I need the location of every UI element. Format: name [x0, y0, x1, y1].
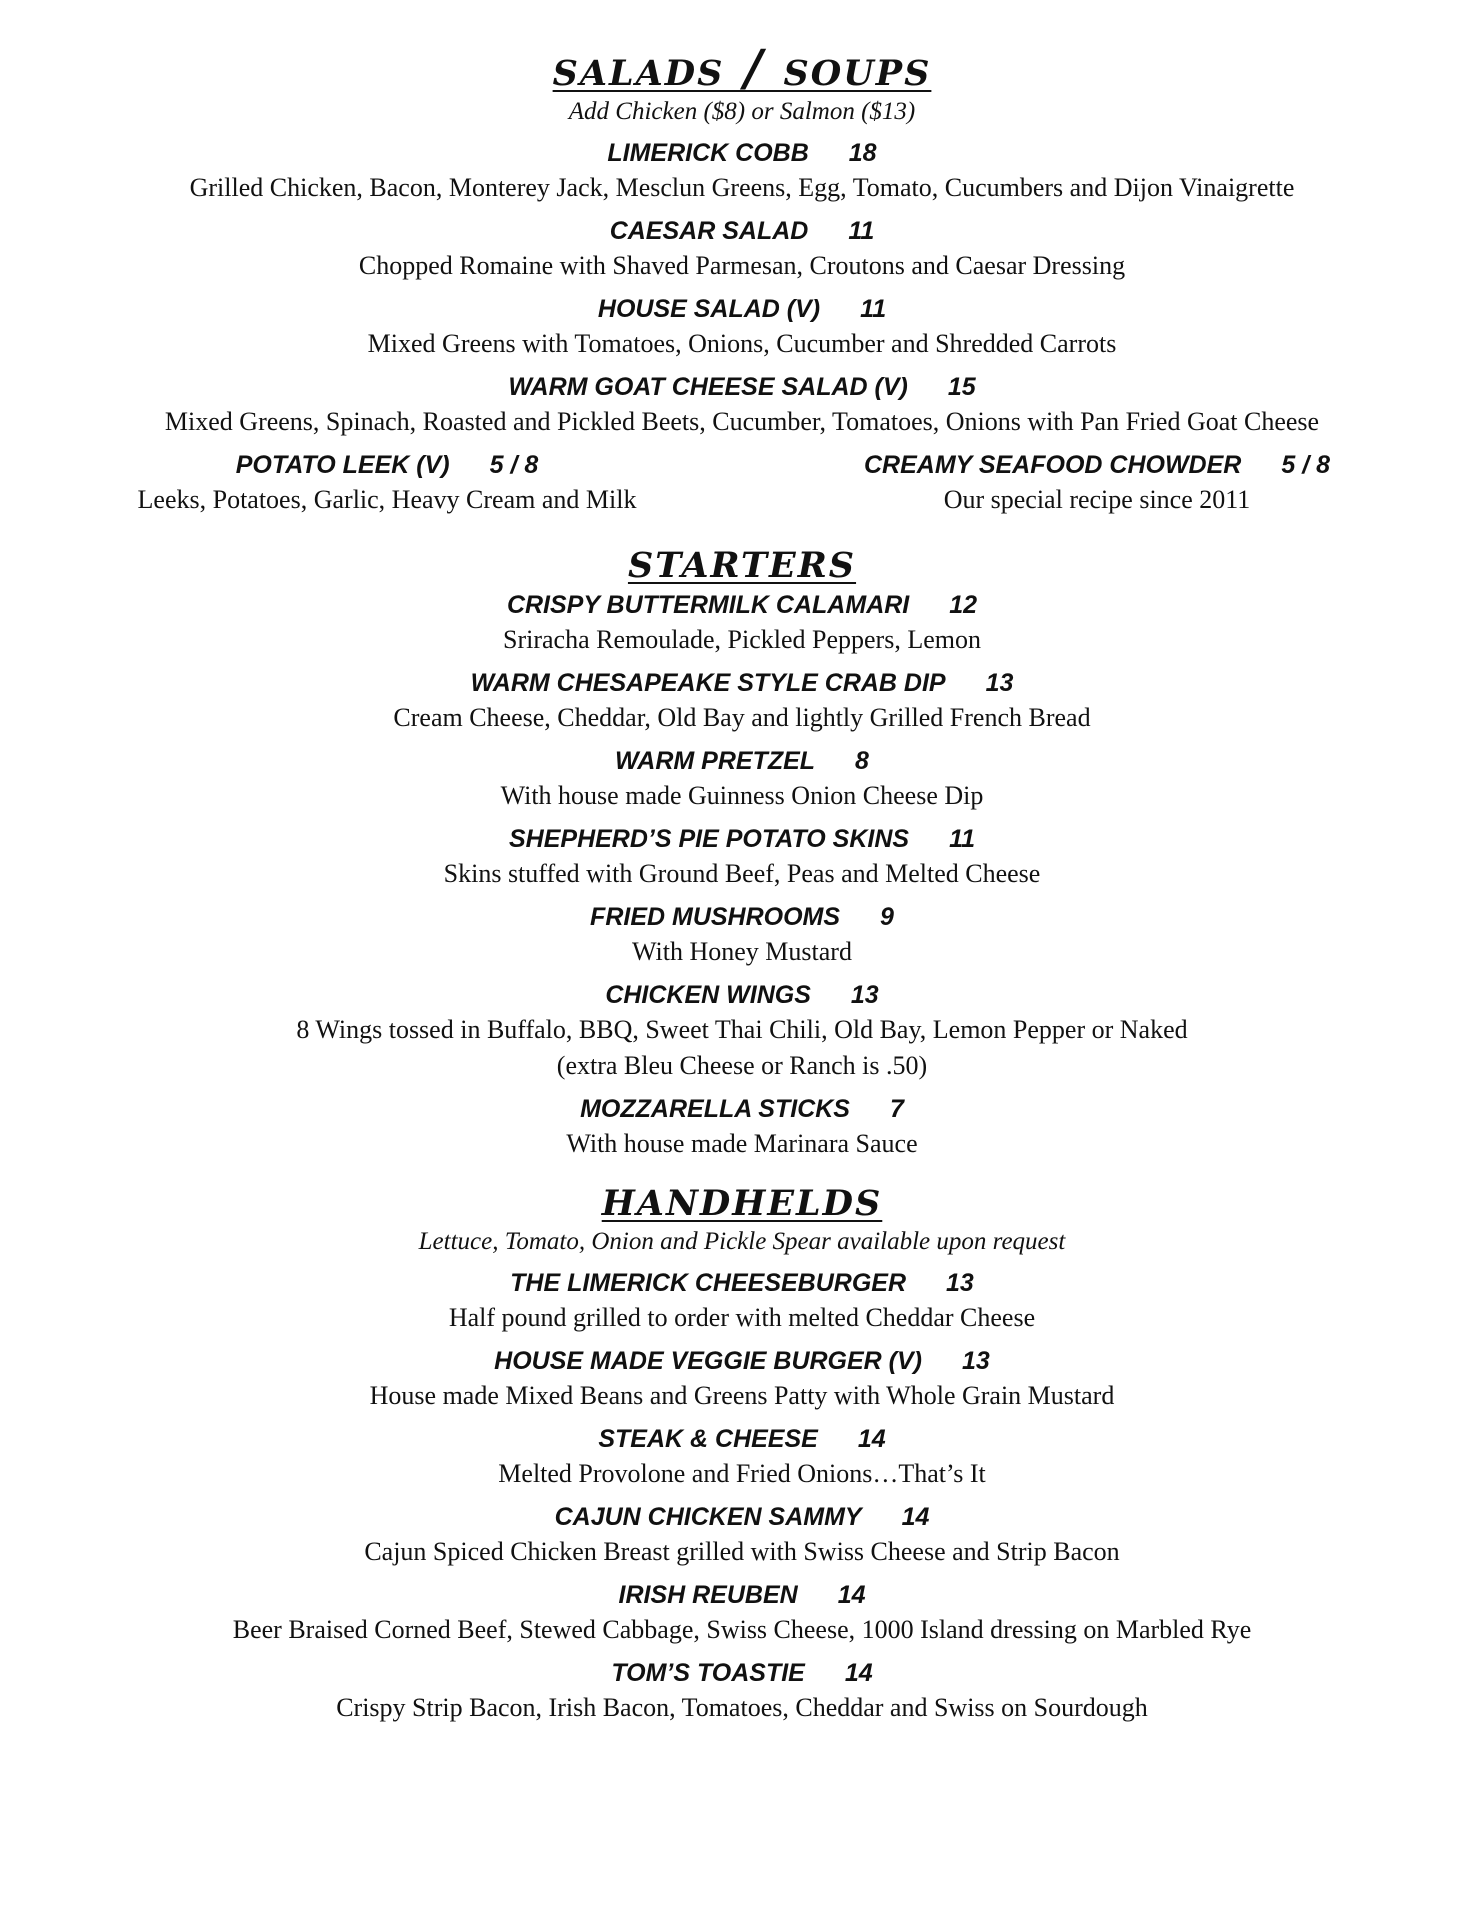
item-description: Skins stuffed with Ground Beef, Peas and Melted Cheese — [443, 859, 1041, 888]
item-name: SHEPHERD’S PIE POTATO SKINS — [508, 825, 910, 853]
item-name: MOZZARELLA STICKS — [580, 1095, 850, 1123]
item-price: 9 — [880, 903, 894, 931]
item-price: 13 — [962, 1347, 990, 1375]
menu-item — [0, 744, 1484, 814]
section-title-salads: salads / soups — [552, 38, 932, 97]
item-name: HOUSE SALAD (V) — [597, 295, 821, 323]
item-price: 18 — [848, 139, 877, 167]
item-description: Crispy Strip Bacon, Irish Bacon, Tomatoes, Cheddar and Swiss on Sourdough — [336, 1693, 1148, 1722]
item-price: 11 — [860, 295, 887, 323]
item-description: Half pound grilled to order with melted Cheddar Cheese — [448, 1303, 1036, 1332]
item-price: 5 / 8 — [489, 451, 539, 479]
item-price: 15 — [947, 373, 976, 401]
menu-item — [0, 666, 1484, 736]
item-description: Grilled Chicken, Bacon, Monterey Jack, Mesclun Greens, Egg, Tomato, Cucumbers and Dijon Vinaigrette — [189, 173, 1295, 202]
item-name: CRISPY BUTTERMILK CALAMARI — [506, 591, 910, 619]
item-price: 11 — [848, 217, 875, 245]
item-name: LIMERICK COBB — [607, 139, 809, 167]
item-description: Cream Cheese, Cheddar, Old Bay and lightly Grilled French Bread — [393, 703, 1091, 732]
section-note-handhelds: Lettuce, Tomato, Onion and Pickle Spear available upon request — [418, 1228, 1066, 1255]
item-name: HOUSE MADE VEGGIE BURGER (V) — [494, 1347, 922, 1375]
item-name: WARM CHESAPEAKE STYLE CRAB DIP — [470, 669, 946, 697]
menu-item — [0, 900, 1484, 970]
item-description: With house made Marinara Sauce — [566, 1129, 918, 1158]
item-name: FRIED MUSHROOMS — [590, 903, 841, 931]
item-name: CREAMY SEAFOOD CHOWDER — [864, 451, 1242, 479]
section-title-handhelds: handhelds — [601, 1168, 883, 1227]
menu-item — [0, 1578, 1484, 1648]
menu-item — [0, 1266, 1484, 1336]
menu-item — [0, 1656, 1484, 1726]
item-description: House made Mixed Beans and Greens Patty with Whole Grain Mustard — [369, 1381, 1115, 1410]
item-name: TOM’S TOASTIE — [611, 1659, 805, 1687]
menu-item — [42, 448, 732, 518]
item-price: 14 — [857, 1425, 886, 1453]
item-price: 14 — [901, 1503, 930, 1531]
menu-item — [0, 292, 1484, 362]
item-price: 8 — [855, 747, 869, 775]
item-name: THE LIMERICK CHEESEBURGER — [510, 1269, 907, 1297]
item-price: 13 — [850, 981, 879, 1009]
item-price: 14 — [844, 1659, 873, 1687]
item-description: 8 Wings tossed in Buffalo, BBQ, Sweet Thai Chili, Old Bay, Lemon Pepper or Naked — [296, 1015, 1188, 1044]
item-description: Sriracha Remoulade, Pickled Peppers, Lemon — [503, 625, 981, 654]
menu-item — [0, 1344, 1484, 1414]
section-title-starters: starters — [627, 530, 857, 589]
item-price: 7 — [889, 1095, 904, 1123]
item-name: IRISH REUBEN — [618, 1581, 798, 1609]
menu-item — [0, 588, 1484, 658]
item-description: Our special recipe since 2011 — [943, 485, 1251, 514]
item-price: 12 — [949, 591, 978, 619]
item-description: Leeks, Potatoes, Garlic, Heavy Cream and Milk — [137, 485, 637, 514]
item-name: WARM GOAT CHEESE SALAD (V) — [508, 373, 908, 401]
menu-item — [0, 136, 1484, 206]
item-description: Melted Provolone and Fried Onions…That’s It — [498, 1459, 986, 1488]
item-description: Mixed Greens, Spinach, Roasted and Pickled Beets, Cucumber, Tomatoes, Onions with Pan Fried Goat Cheese — [164, 407, 1320, 436]
item-description: With Honey Mustard — [632, 937, 852, 966]
item-description: Beer Braised Corned Beef, Stewed Cabbage, Swiss Cheese, 1000 Island dressing on Marbled Rye — [232, 1615, 1252, 1644]
item-description: Mixed Greens with Tomatoes, Onions, Cucumber and Shredded Carrots — [367, 329, 1117, 358]
item-price: 11 — [949, 825, 976, 853]
item-description-extra: (extra Bleu Cheese or Ranch is .50) — [556, 1051, 928, 1080]
menu-item — [0, 978, 1484, 1084]
item-price: 13 — [946, 1269, 974, 1297]
item-description: With house made Guinness Onion Cheese Dip — [500, 781, 984, 810]
item-name: POTATO LEEK (V) — [235, 451, 450, 479]
section-note-salads: Add Chicken ($8) or Salmon ($13) — [568, 98, 916, 125]
menu-item — [0, 1092, 1484, 1162]
item-description: Cajun Spiced Chicken Breast grilled with Swiss Cheese and Strip Bacon — [364, 1537, 1120, 1566]
item-price: 13 — [985, 669, 1014, 697]
menu-item — [0, 370, 1484, 440]
menu-item — [752, 448, 1442, 518]
menu-item — [0, 214, 1484, 284]
item-name: STEAK & CHEESE — [598, 1425, 818, 1453]
soups-row — [42, 448, 1442, 518]
menu-item — [0, 1500, 1484, 1570]
item-name: WARM PRETZEL — [615, 747, 816, 775]
item-name: CAJUN CHICKEN SAMMY — [554, 1503, 862, 1531]
menu-item — [0, 822, 1484, 892]
item-name: CAESAR SALAD — [609, 217, 809, 245]
item-name: CHICKEN WINGS — [605, 981, 811, 1009]
item-price: 14 — [837, 1581, 866, 1609]
menu-item — [0, 1422, 1484, 1492]
item-price: 5 / 8 — [1281, 451, 1330, 479]
item-description: Chopped Romaine with Shaved Parmesan, Croutons and Caesar Dressing — [358, 251, 1126, 280]
